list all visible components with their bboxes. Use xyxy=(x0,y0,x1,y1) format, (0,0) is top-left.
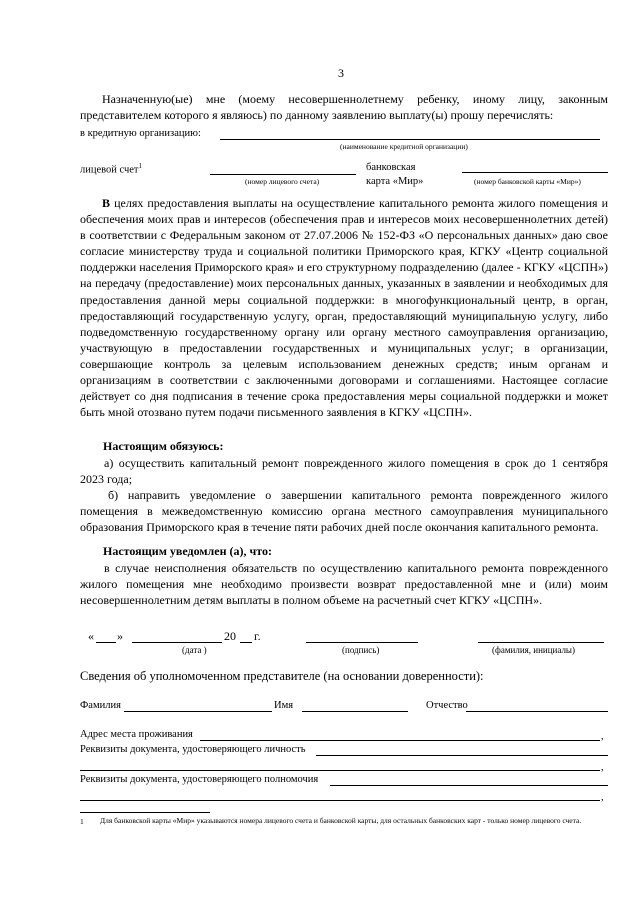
authority-doc-field-2[interactable] xyxy=(80,800,600,801)
account-number-field[interactable] xyxy=(210,174,356,175)
address-comma: , xyxy=(601,731,604,742)
footnote-separator xyxy=(80,812,210,813)
name-initials-field[interactable] xyxy=(478,642,604,643)
identity-doc-field[interactable] xyxy=(316,755,608,756)
obligation-b: б) направить уведомление о завершении капитального ремонта поврежденного жилого помещения в межведомственную комиссию органа местного самоуправления муниципального образования Приморского края в течение пяти рабочих дней после окончания капитального ремонта. xyxy=(80,488,608,534)
obligation-a: а) осуществить капитальный ремонт поврежденного жилого помещения в срок до 1 сентября 2023 года; xyxy=(80,456,608,486)
account-label xyxy=(80,162,142,176)
consent-lead: В xyxy=(102,196,111,210)
bank-card-label-1: банковская xyxy=(366,162,416,173)
credit-org-caption: (наименование кредитной организации) xyxy=(340,142,468,151)
bank-card-label-2: карта «Мир» xyxy=(366,176,424,187)
footnote-text: Для банковской карты «Мир» указываются номера лицевого счета и банковской карты, для остальных банковских карт - только номер лицевого счета. xyxy=(100,816,582,825)
consent-text: целях предоставления выплаты на осуществление капитального ремонта жилого помещения и обеспечения моих прав и интересов (обеспечения прав и интересов моих несовершеннолетних детей) в соответствии с Федеральным законом от 27.07.2006 № 152-ФЗ «О персональных данных» даю свое согласие министерству труда и социальной политики Приморского края, КГКУ «Центр социальной поддержки населения Приморского края» и его структурному подразделению (далее - КГКУ «ЦСПН») на передачу (предоставление) моих персональных данных, указанных в заявлении и необходимых для предоставления данной меры социальной поддержки: в многофункциональный центр, в орган, предоставляющий государственную услугу, орган, предоставляющий муниципальную услугу, либо подведомственную государственному органу или органу местного самоуправления организацию, участвующую в предоставлении государственных и муниципальных услуг; в организации, совершающие контроль за целевым использованием денежных средств; иным органам и организациям в соответствии с заключенными договорами и соглашениями. Настоящее согласие действует со дня подписания в течение срока предоставления меры социальной поддержки и может быть мной отозвано путем подачи письменного заявления в КГКУ «ЦСПН». xyxy=(80,196,609,420)
date-month-field[interactable] xyxy=(132,642,222,643)
signature-field[interactable] xyxy=(306,642,418,643)
identity-doc-comma: , xyxy=(601,762,604,773)
notice-heading: Настоящим уведомлен (а), что: xyxy=(103,544,273,558)
name-field[interactable] xyxy=(302,711,408,712)
patronymic-field[interactable] xyxy=(466,711,608,712)
name-label: Имя xyxy=(274,700,294,711)
name-initials-caption: (фамилия, инициалы) xyxy=(492,645,575,655)
representative-heading: Сведения об уполномоченном представителе (на основании доверенности): xyxy=(80,669,484,683)
identity-doc-label: Реквизиты документа, удостоверяющего личность xyxy=(80,744,306,755)
bank-card-number-field[interactable] xyxy=(462,172,608,173)
obligations-heading: Настоящим обязуюсь: xyxy=(103,439,224,453)
surname-field[interactable] xyxy=(124,711,272,712)
authority-doc-label: Реквизиты документа, удостоверяющего полномочия xyxy=(80,774,319,785)
credit-org-field[interactable] xyxy=(220,139,600,140)
credit-org-label: в кредитную организацию: xyxy=(80,128,201,139)
address-field[interactable] xyxy=(200,740,600,741)
address-label: Адрес места проживания xyxy=(80,729,193,740)
footnote-mark: 1 xyxy=(80,817,84,826)
identity-doc-field-2[interactable] xyxy=(80,770,600,771)
footnote-ref: 1 xyxy=(138,162,142,170)
page-number: 3 xyxy=(338,66,344,80)
notice-text: в случае неисполнения обязательств по осуществлению капитального ремонта поврежденного жилого помещения мне необходимо произвести возврат предоставленной мне и (или) моим несовершеннолетним детям выплаты в полном объеме на расчетный счет КГКУ «ЦСПН». xyxy=(80,561,608,607)
consent-paragraph xyxy=(80,195,608,420)
signature-caption: (подпись) xyxy=(342,645,380,655)
intro-paragraph: Назначенную(ые) мне (моему несовершеннолетнему ребенку, иному лицу, законным представителем которого я являюсь) по данному заявлению выплату(ы) прошу перечислять: xyxy=(80,92,608,122)
date-year-suffix: г. xyxy=(254,629,261,643)
patronymic-label: Отчество xyxy=(426,700,468,711)
authority-doc-comma: , xyxy=(601,792,604,803)
surname-label: Фамилия xyxy=(80,700,121,711)
date-year-field[interactable] xyxy=(240,642,252,643)
date-quote-open: « xyxy=(88,629,94,643)
authority-doc-field[interactable] xyxy=(330,785,608,786)
bank-card-caption: (номер банковской карты «Мир») xyxy=(474,177,581,186)
account-caption: (номер лицевого счета) xyxy=(245,177,320,186)
account-label-text: лицевой счет xyxy=(80,164,139,176)
date-caption: (дата ) xyxy=(182,645,207,655)
date-quote-close: » xyxy=(117,629,123,643)
date-year-prefix: 20 xyxy=(224,629,236,643)
date-day-field[interactable] xyxy=(96,642,116,643)
